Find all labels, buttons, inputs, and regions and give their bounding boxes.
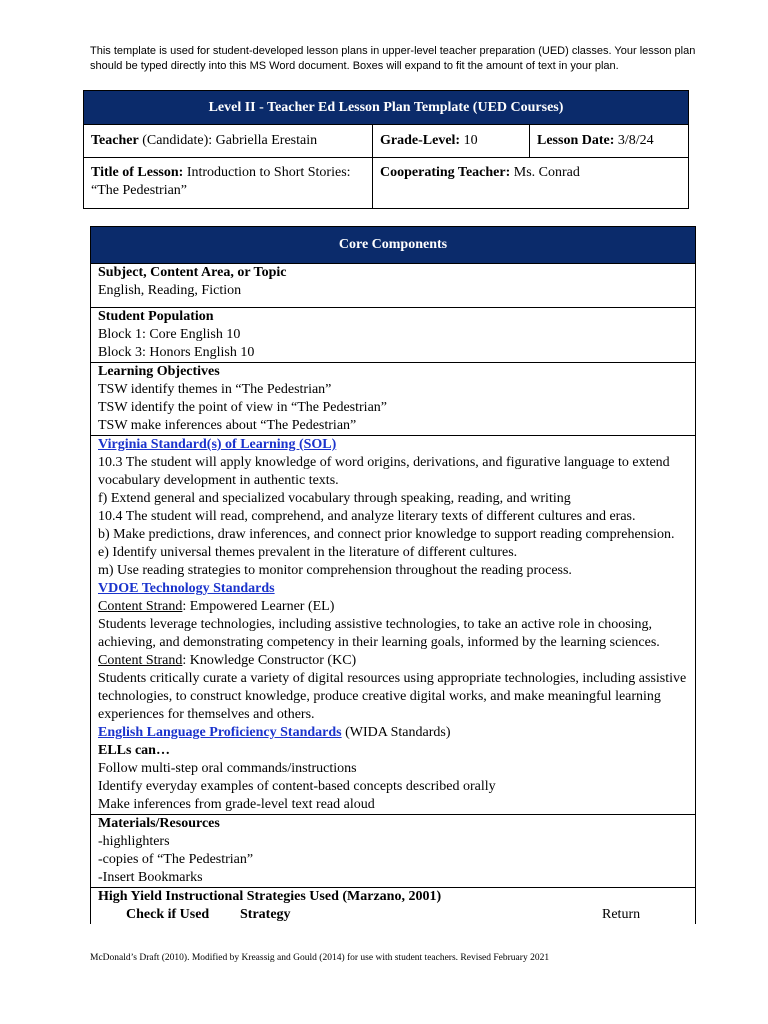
strand-label: Content Strand bbox=[98, 599, 183, 614]
grade-cell bbox=[373, 125, 530, 158]
materials-label: Materials/Resources bbox=[98, 816, 220, 831]
subject-cell bbox=[91, 264, 696, 308]
strategies-cell bbox=[91, 888, 696, 925]
sol-line: 10.3 The student will apply knowledge of word origins, derivations, and figurative language to extend vocabulary development in authentic texts. bbox=[98, 455, 670, 488]
lesson-title-value: Introduction to Short Stories: “The Pedestrian” bbox=[91, 165, 351, 198]
sol-line: 10.4 The student will read, comprehend, and analyze literary texts of different cultures and eras. bbox=[98, 509, 636, 524]
date-label: Lesson Date: bbox=[537, 133, 615, 148]
teacher-cell bbox=[84, 125, 373, 158]
strategies-header-row bbox=[98, 906, 688, 924]
coop-teacher-value: Ms. Conrad bbox=[510, 165, 580, 180]
ells-label: ELLs can… bbox=[98, 743, 170, 758]
strand-value: : Knowledge Constructor (KC) bbox=[182, 653, 357, 668]
sol-line: m) Use reading strategies to monitor comprehension throughout the reading process. bbox=[98, 563, 572, 578]
sol-line: b) Make predictions, draw inferences, and connect prior knowledge to support reading comprehension. bbox=[98, 527, 675, 542]
objective-line: TSW identify the point of view in “The Pedestrian” bbox=[98, 400, 388, 415]
core-components-title: Core Components bbox=[91, 227, 696, 264]
check-if-used-header: Check if Used bbox=[126, 907, 210, 922]
population-line: Block 3: Honors English 10 bbox=[98, 345, 255, 360]
strategy-header: Strategy bbox=[240, 907, 291, 922]
materials-line: -Insert Bookmarks bbox=[98, 870, 203, 885]
objectives-label: Learning Objectives bbox=[98, 364, 220, 379]
date-cell bbox=[530, 125, 689, 158]
date-value: 3/8/24 bbox=[614, 133, 654, 148]
ells-line: Identify everyday examples of content-based concepts described orally bbox=[98, 779, 496, 794]
header-title: Level II - Teacher Ed Lesson Plan Template (UED Courses) bbox=[84, 91, 689, 125]
coop-teacher-label: Cooperating Teacher: bbox=[380, 165, 511, 180]
grade-label: Grade-Level: bbox=[380, 133, 461, 148]
coop-teacher-cell bbox=[373, 158, 689, 209]
standards-cell bbox=[91, 436, 696, 815]
population-line: Block 1: Core English 10 bbox=[98, 327, 241, 342]
vdoe-link[interactable]: VDOE Technology Standards bbox=[98, 581, 275, 596]
sol-line: f) Extend general and specialized vocabulary through speaking, reading, and writing bbox=[98, 491, 571, 506]
sol-line: e) Identify universal themes prevalent in the literature of different cultures. bbox=[98, 545, 518, 560]
teacher-label: Teacher bbox=[91, 133, 139, 148]
materials-line: -copies of “The Pedestrian” bbox=[98, 852, 254, 867]
sol-link[interactable]: Virginia Standard(s) of Learning (SOL) bbox=[98, 437, 337, 452]
footer-credit: McDonald’s Draft (2010). Modified by Kreassig and Gould (2014) for use with student teachers. Revised February 2021 bbox=[90, 953, 550, 963]
teacher-value: (Candidate): Gabriella Erestain bbox=[138, 133, 318, 148]
population-label: Student Population bbox=[98, 309, 214, 324]
core-components-table bbox=[90, 226, 696, 924]
population-cell bbox=[91, 308, 696, 363]
template-intro: This template is used for student-developed lesson plans in upper-level teacher preparation (UED) classes. Your lesson plan should be typed directly into this MS Word document. Boxes will expand to fit the amount of text in your plan. bbox=[90, 45, 696, 72]
grade-value: 10 bbox=[460, 133, 478, 148]
objective-line: TSW identify themes in “The Pedestrian” bbox=[98, 382, 332, 397]
strand-value: : Empowered Learner (EL) bbox=[182, 599, 335, 614]
elp-suffix: (WIDA Standards) bbox=[341, 725, 451, 740]
lesson-title-cell bbox=[84, 158, 373, 209]
return-header: Return bbox=[602, 907, 641, 922]
subject-label: Subject, Content Area, or Topic bbox=[98, 265, 287, 280]
elp-link[interactable]: English Language Proficiency Standards bbox=[98, 725, 342, 740]
strand-label: Content Strand bbox=[98, 653, 183, 668]
subject-value: English, Reading, Fiction bbox=[98, 283, 242, 298]
strand-text: Students critically curate a variety of digital resources using appropriate technologies, including assistive technologies, to construct knowledge, produce creative digital works, and make meaningful learning experiences for themselves and others. bbox=[98, 671, 687, 722]
lesson-title-label: Title of Lesson: bbox=[91, 165, 184, 180]
objective-line: TSW make inferences about “The Pedestrian” bbox=[98, 418, 357, 433]
ells-line: Follow multi-step oral commands/instructions bbox=[98, 761, 357, 776]
materials-cell bbox=[91, 815, 696, 888]
objectives-cell bbox=[91, 363, 696, 436]
materials-line: -highlighters bbox=[98, 834, 170, 849]
header-table bbox=[83, 90, 689, 209]
strategies-label: High Yield Instructional Strategies Used (Marzano, 2001) bbox=[98, 889, 442, 904]
strand-text: Students leverage technologies, including assistive technologies, to take an active role in choosing, achieving, and demonstrating competency in their learning goals, informed by the learning sciences. bbox=[98, 617, 660, 650]
ells-line: Make inferences from grade-level text read aloud bbox=[98, 797, 375, 812]
